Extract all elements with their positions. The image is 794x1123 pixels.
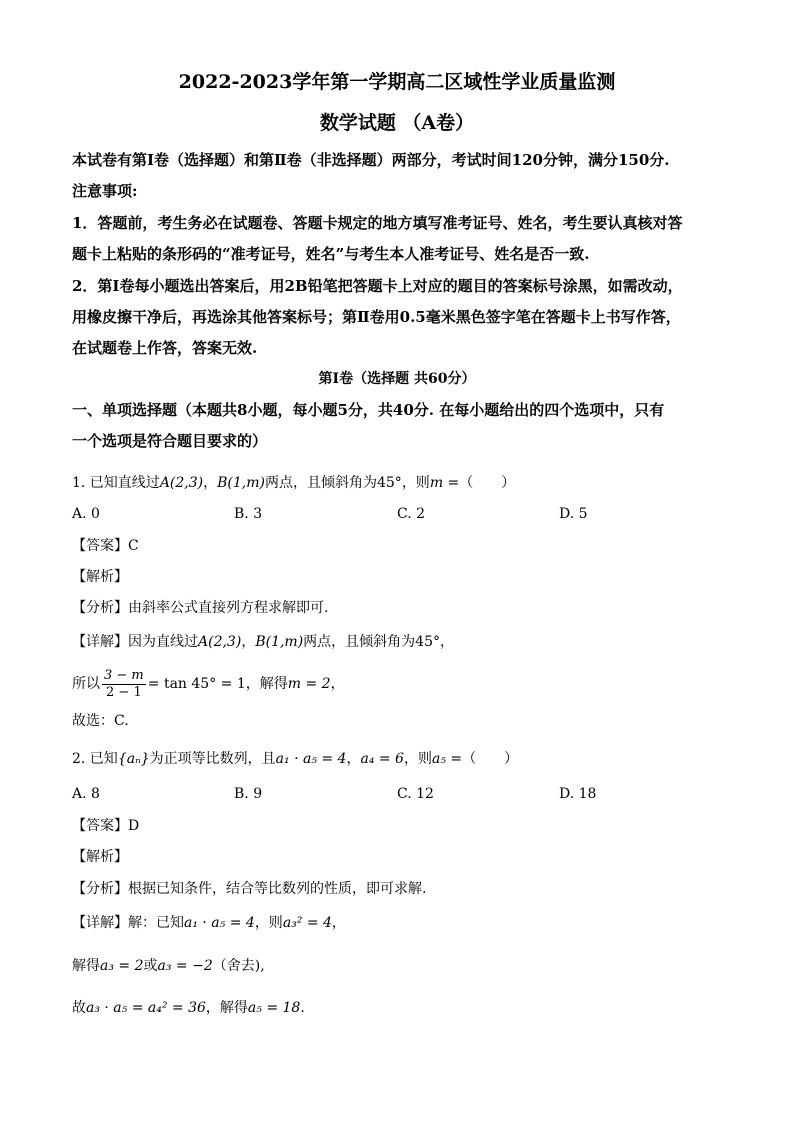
q1-detail [72, 632, 454, 652]
q2-detail-text: ， [331, 915, 346, 931]
note-1-line-2: 题卡上粘贴的条形码的“准考证号，姓名”与考生本人准考证号、姓名是否一致. [72, 245, 590, 263]
notes-heading: 注意事项: [72, 182, 138, 200]
q1-stem-text: ，则 [401, 475, 430, 491]
page-title: 2022-2023学年第一学期高二区域性学业质量监测 [178, 71, 616, 93]
q2-root-2: a₃ = −2 [157, 958, 213, 974]
q1-choose: 故选：C. [72, 713, 129, 729]
q2-condition-2: a₄ = 6 [360, 751, 404, 767]
fraction-numerator: 3 − m [104, 667, 144, 683]
q2-conclusion-text: . [300, 1000, 305, 1016]
note-2-line-3: 在试题卷上作答，答案无效. [72, 339, 258, 357]
q2-sequence: {aₙ} [117, 751, 150, 767]
q1-angle: 45° [376, 475, 402, 491]
q2-option-a: A. 8 [72, 786, 100, 802]
q1-option-b: B. 3 [234, 506, 263, 522]
q1-solution-text: ，解得 [245, 676, 288, 692]
q2-conclusion-text: 故 [72, 1000, 86, 1016]
q2-detail [72, 913, 346, 933]
q2-detail-cond-1: a₁ · a₅ = 4 [184, 915, 255, 931]
q2-detail-text: ，则 [254, 915, 283, 931]
q1-detail-text: 【详解】因为直线过 [72, 634, 198, 650]
q1-solution-text: 所以 [72, 676, 100, 692]
q1-answer: 【答案】C [72, 538, 139, 554]
page-subtitle: 数学试题 （A卷） [319, 112, 475, 134]
q1-stem-text: 两点，且倾斜角为 [264, 475, 377, 491]
q1-stem-text: （ ） [459, 475, 516, 491]
q2-fenxi: 【分析】根据已知条件，结合等比数列的性质，即可求解. [72, 881, 427, 897]
q2-result: a₅ = 18 [247, 1000, 301, 1016]
q2-product: a₃ · a₅ = a₄² = 36 [86, 1000, 206, 1016]
q2-answer: 【答案】D [72, 818, 140, 834]
q1-option-a: A. 0 [72, 506, 100, 522]
q1-result: m = 2 [287, 676, 331, 692]
q1-point-a: A(2,3) [159, 475, 204, 491]
q2-detail-cond-2: a₃² = 4 [282, 915, 332, 931]
q1-detail-point-b: B(1,m) [255, 634, 304, 650]
q1-analysis-label: 【解析】 [72, 569, 128, 585]
q2-detail-text: 【详解】解：已知 [72, 915, 184, 931]
q2-solve-text: 解得 [72, 958, 100, 974]
q1-detail-point-a: A(2,3) [198, 634, 242, 650]
exam-intro: 本试卷有第Ⅰ卷（选择题）和第Ⅱ卷（非选择题）两部分，考试时间120分钟，满分150分. [72, 151, 670, 169]
q2-root-1: a₃ = 2 [100, 958, 144, 974]
q1-unknown: m = [429, 475, 460, 491]
q2-conclusion-line [72, 998, 305, 1018]
q1-solution-eq: = tan 45° = 1 [147, 676, 246, 692]
question-1-stem [72, 473, 515, 493]
q2-analysis-label: 【解析】 [72, 849, 128, 865]
q2-stem-text: ，则 [403, 751, 432, 767]
q1-detail-text: ， [241, 634, 256, 650]
q2-stem-text: 为正项等比数列，且 [149, 751, 276, 767]
q2-condition-1: a₁ · a₅ = 4 [275, 751, 347, 767]
q2-option-c: C. 12 [397, 786, 434, 802]
q2-stem-text: 2. 已知 [72, 751, 118, 767]
q2-option-d: D. 18 [559, 786, 597, 802]
q1-detail-text: 两点，且倾斜角为45°， [303, 634, 454, 650]
q1-stem-text: ， [203, 475, 218, 491]
note-2-line-2: 用橡皮擦干净后，再选涂其他答案标号；第Ⅱ卷用0.5毫米黑色签字笔在答题卡上书写作答， [72, 308, 681, 326]
q2-ask: a₅ = [431, 751, 463, 767]
q1-fenxi: 【分析】由斜率公式直接列方程求解即可. [72, 600, 329, 616]
q2-conclusion-text: ，解得 [205, 1000, 248, 1016]
q1-slope-fraction [102, 668, 146, 701]
q2-solve-line [72, 956, 265, 976]
section-1-line-2: 一个选项是符合题目要求的） [72, 432, 268, 450]
question-2-stem [72, 749, 518, 769]
section-1-line-1: 一、单项选择题（本题共8小题，每小题5分，共40分. 在每小题给出的四个选项中，只有 [72, 401, 665, 419]
q1-solution [72, 666, 345, 702]
fraction-denominator: 2 − 1 [106, 684, 142, 700]
q2-option-b: B. 9 [234, 786, 263, 802]
q1-point-b: B(1,m) [217, 475, 265, 491]
q2-stem-text: （ ） [462, 751, 519, 767]
q1-solution-text: ， [330, 676, 345, 692]
q1-stem-text: 1. 已知直线过 [72, 475, 160, 491]
q2-solve-text: （舍去), [212, 958, 265, 974]
note-2-line-1: 2．第Ⅰ卷每小题选出答案后，用2B铅笔把答题卡上对应的题目的答案标号涂黑，如需改动， [72, 277, 683, 295]
q1-option-c: C. 2 [397, 506, 426, 522]
note-1-line-1: 1．答题前，考生务必在试题卷、答题卡规定的地方填写准考证号、姓名，考生要认真核对答 [72, 214, 683, 232]
q2-stem-text: ， [346, 751, 361, 767]
q1-option-d: D. 5 [559, 506, 588, 522]
part-1-heading: 第Ⅰ卷（选择题 共60分） [318, 371, 476, 387]
q2-solve-text: 或 [143, 958, 158, 974]
